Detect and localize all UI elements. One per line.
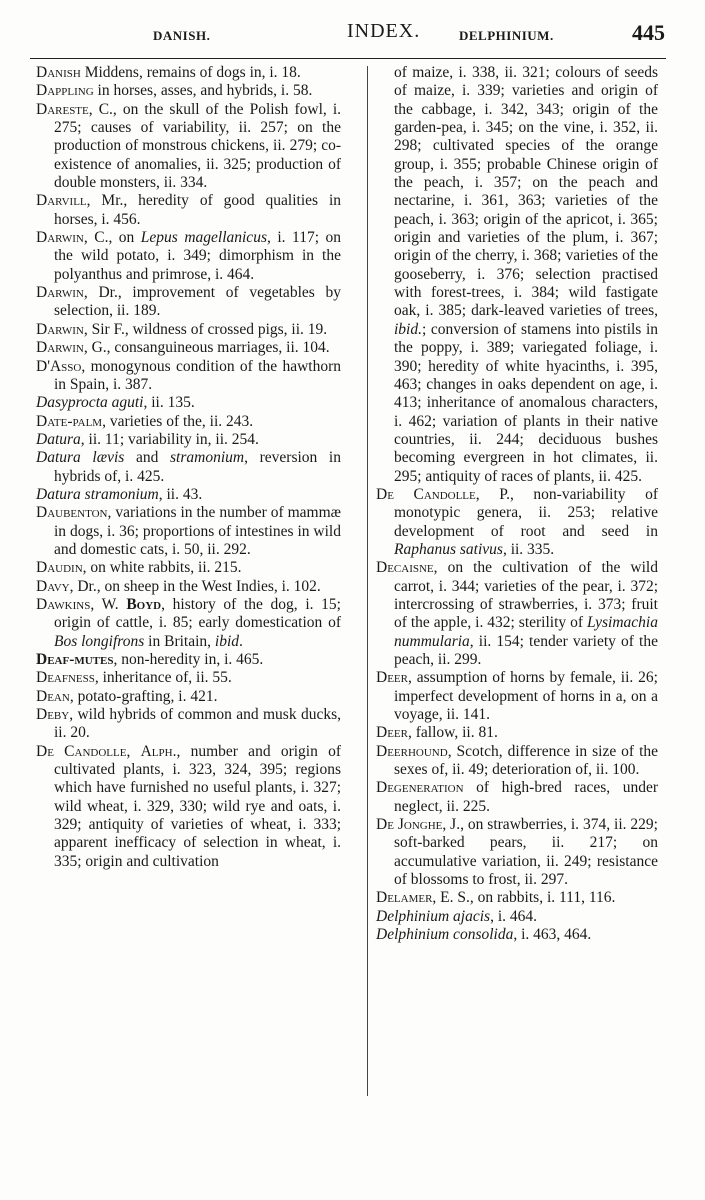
index-entry	[36, 284, 341, 321]
index-entry	[36, 742, 342, 871]
entry-heading: Degeneration	[376, 779, 464, 797]
index-entry	[36, 192, 341, 229]
entry-text: , W.	[90, 595, 127, 613]
entry-text: , i. 464.	[490, 907, 538, 925]
entry-text: , i. 117; on the wild potato, i. 349; dimorphism in the polyanthus and primrose, i. 464.	[54, 229, 341, 283]
index-entry	[36, 357, 341, 395]
entry-text: , Scotch, difference in size of the sexes of, ii. 49; deterioration of, ii. 100.	[394, 742, 658, 779]
index-entry	[376, 779, 658, 816]
entry-text: ,	[126, 742, 141, 760]
entry-heading: Decaisne	[376, 559, 434, 577]
italic-term: Lepus magellanicus	[140, 229, 267, 247]
index-entry	[36, 339, 341, 357]
entry-text: of maize, i. 338, ii. 321; colours of seeds of maize, i. 339; varieties and origin of the cabbage, i. 342, 343; origin of the garden-pea, i. 345; on the vine, i. 352, ii. 298; cultivated species of the orange group, i. 355; probable Chinese origin of the peach, i. 357; on the peach and nectarine, i. 361, 363; varieties of the peach, i. 363; origin of the apricot, i. 365; origin and varieties of the plum, i. 367; origin of the cherry, i. 368; varieties of the gooseberry, i. 376; selection practised with forest-trees, i. 384; wild fastigate oak, i. 385; dark-leaved varieties of trees,	[394, 64, 658, 320]
entry-text: Middens, remains of dogs in, i. 18.	[80, 64, 301, 81]
entry-text: , P., non-variability of monotypic genera, ii. 253; relative development of root and seed in	[394, 485, 658, 540]
index-entry	[36, 64, 341, 82]
entry-text: , number and origin of cultivated plants, i. 323, 324, 395; regions which have furnished no useful plants, i. 327; wild wheat, i. 329, 330; wild rye and oats, i. 329; antiquity of varieties of wheat, i. 333; apparent inefficacy of selection in wheat, i. 335; origin and cultivation	[54, 742, 342, 870]
header-rule	[30, 58, 666, 59]
entry-heading: Darvill	[36, 192, 87, 210]
italic-term: Delphinium consolida	[376, 926, 514, 944]
index-entry	[36, 412, 341, 431]
index-entry	[36, 669, 341, 687]
entry-text: , ii. 43.	[158, 485, 203, 503]
entry-heading: Davy	[36, 577, 70, 595]
entry-heading: Delamer	[376, 889, 433, 907]
entry-text: of high-bred races, under neglect, ii. 225.	[394, 779, 658, 815]
index-entry	[36, 706, 341, 743]
entry-heading: Darwin	[36, 320, 84, 338]
index-entry	[36, 449, 341, 486]
entry-text: , potato-grafting, i. 421.	[69, 687, 218, 705]
entry-heading: Danish	[36, 64, 81, 81]
entry-heading: Alph.	[140, 742, 177, 760]
entry-heading: Daudin	[36, 559, 83, 577]
index-entry	[36, 394, 341, 412]
index-entry	[394, 64, 658, 486]
entry-heading: Darwin	[36, 229, 84, 247]
entry-text: in Britain,	[144, 632, 215, 650]
index-entry	[376, 889, 658, 907]
index-entry	[36, 485, 341, 504]
entry-text: .	[239, 632, 243, 650]
index-column-right	[376, 64, 658, 945]
italic-term: Datura lævis	[36, 449, 125, 467]
entry-heading: Boyd	[126, 595, 162, 613]
entry-heading: D'Asso	[36, 357, 82, 375]
index-entry	[36, 504, 341, 559]
italic-term: Delphinium ajacis	[376, 907, 491, 925]
index-entry	[36, 430, 341, 449]
index-entry	[376, 669, 658, 724]
entry-heading: De Candolle	[376, 485, 476, 503]
italic-term: Lysimachia nummularia	[394, 614, 658, 650]
entry-text: , Mr., heredity of good qualities in horses, i. 456.	[54, 192, 341, 228]
index-entry	[36, 100, 341, 193]
index-column-left	[36, 64, 341, 871]
entry-text: , ii. 154; tender variety of the peach, ii. 299.	[394, 632, 658, 668]
index-entry	[376, 742, 658, 780]
entry-heading: Deer	[376, 669, 408, 687]
index-entry	[36, 577, 341, 596]
entry-text: , wild hybrids of common and musk ducks, ii. 20.	[54, 706, 341, 742]
entry-text: , ii. 335.	[502, 540, 555, 558]
entry-heading: De Candolle	[36, 742, 127, 760]
entry-heading: Darwin	[36, 339, 84, 357]
header-title: INDEX.	[347, 20, 421, 42]
entry-text: , i. 463, 464.	[513, 926, 592, 944]
header-right-word: DELPHINIUM.	[459, 28, 554, 43]
entry-heading: Deby	[36, 706, 70, 724]
entry-text: , history of the dog, i. 15; origin of cattle, i. 85; early domestication of	[54, 595, 341, 632]
entry-text: , on white rabbits, ii. 215.	[82, 559, 242, 577]
entry-text: , non-heredity in, i. 465.	[113, 651, 264, 668]
entry-text: in horses, asses, and hybrids, i. 58.	[93, 82, 313, 100]
entry-text: , monogynous condition of the hawthorn in Spain, i. 387.	[54, 357, 341, 393]
entry-text: , reversion in hybrids of, i. 425.	[54, 449, 341, 485]
index-entry	[376, 926, 658, 944]
entry-text: , C., on	[83, 229, 141, 247]
page-number: 445	[632, 20, 665, 45]
entry-text: , variations in the number of mammæ in dogs, i. 36; proportions of intestines in wild and domestic cats, i. 50, ii. 292.	[54, 504, 341, 558]
entry-text: , E. S., on rabbits, i. 111, 116.	[432, 889, 616, 907]
entry-text: ; conversion of stamens into pistils in the poppy, i. 389; variegated foliage, i. 390; heredity of white hyacinths, i. 395, 463; changes in oaks dependent on age, i. 413; inheritance of anomalous characters, i. 462; variation of plants in their native countries, ii. 244; deciduous bushes becoming evergreen in hot climates, ii. 295; antiquity of races of plants, ii. 425.	[394, 320, 658, 485]
index-entry	[376, 559, 658, 669]
entry-text: , J., on strawberries, i. 374, ii. 229; soft-barked pears, ii. 217; on accumulative variation, ii. 249; resistance of blossoms to frost, ii. 297.	[394, 816, 658, 889]
index-entry	[36, 651, 341, 669]
italic-term: Datura	[36, 430, 81, 448]
entry-heading: De Jonghe	[376, 816, 443, 834]
entry-heading: Dareste	[36, 100, 89, 118]
italic-term: Datura stramonium	[36, 485, 159, 503]
entry-heading: Date-palm	[36, 412, 103, 430]
italic-term: ibid.	[394, 320, 422, 338]
italic-term: Dasyprocta aguti	[36, 394, 144, 412]
italic-term: ibid	[214, 632, 240, 650]
index-entry	[376, 816, 658, 889]
index-entry	[376, 485, 658, 559]
entry-heading: Dean	[36, 687, 70, 705]
entry-text: , ii. 11; variability in, ii. 254.	[80, 430, 259, 448]
entry-text: , assumption of horns by female, ii. 26; imperfect development of horns in a, on a voyage, ii. 141.	[394, 669, 658, 724]
entry-text: , G., consanguineous marriages, ii. 104.	[83, 339, 330, 357]
entry-text: , ii. 135.	[143, 394, 195, 412]
entry-heading: Dappling	[36, 82, 94, 100]
entry-text: , inheritance of, ii. 55.	[94, 669, 232, 687]
italic-term: Bos longifrons	[54, 632, 145, 650]
entry-heading: Deafness	[36, 669, 95, 687]
entry-heading: Daubenton	[36, 504, 108, 522]
entry-heading: Dawkins	[36, 595, 91, 613]
entry-text: , Dr., on sheep in the West Indies, i. 102.	[69, 577, 321, 595]
header-left-word: DANISH.	[153, 28, 211, 43]
italic-term: stramonium	[170, 449, 245, 467]
index-entry	[36, 559, 341, 577]
index-entry	[36, 82, 341, 100]
entry-text: , Sir F., wildness of crossed pigs, ii. 19.	[83, 320, 328, 338]
index-entry	[376, 724, 658, 742]
entry-text: and	[124, 449, 170, 467]
entry-heading: Deerhound	[376, 742, 448, 760]
italic-term: Raphanus sativus	[394, 540, 503, 558]
index-entry	[36, 687, 341, 706]
entry-text: , varieties of the, ii. 243.	[102, 412, 254, 430]
entry-text: , fallow, ii. 81.	[407, 724, 498, 742]
entry-heading: Deaf-mutes	[36, 651, 114, 668]
index-entry	[36, 595, 341, 651]
entry-text: , C., on the skull of the Polish fowl, i. 275; causes of variability, ii. 257; on the production of monstrous chickens, ii. 279; co-existence of anomalies, ii. 325; production of double monsters, ii. 334.	[54, 100, 341, 192]
index-entry	[36, 229, 341, 284]
index-entry	[376, 907, 658, 926]
index-entry	[36, 320, 341, 339]
entry-heading: Deer	[376, 724, 408, 742]
entry-text: , on the cultivation of the wild carrot, i. 344; varieties of the pear, i. 372; intercrossing of strawberries, i. 373; fruit of the apple, i. 432; sterility of	[394, 559, 658, 632]
entry-heading: Darwin	[36, 284, 84, 302]
running-header	[35, 20, 665, 56]
entry-text: , Dr., improvement of vegetables by selection, ii. 189.	[54, 284, 341, 320]
column-divider	[367, 66, 368, 1096]
